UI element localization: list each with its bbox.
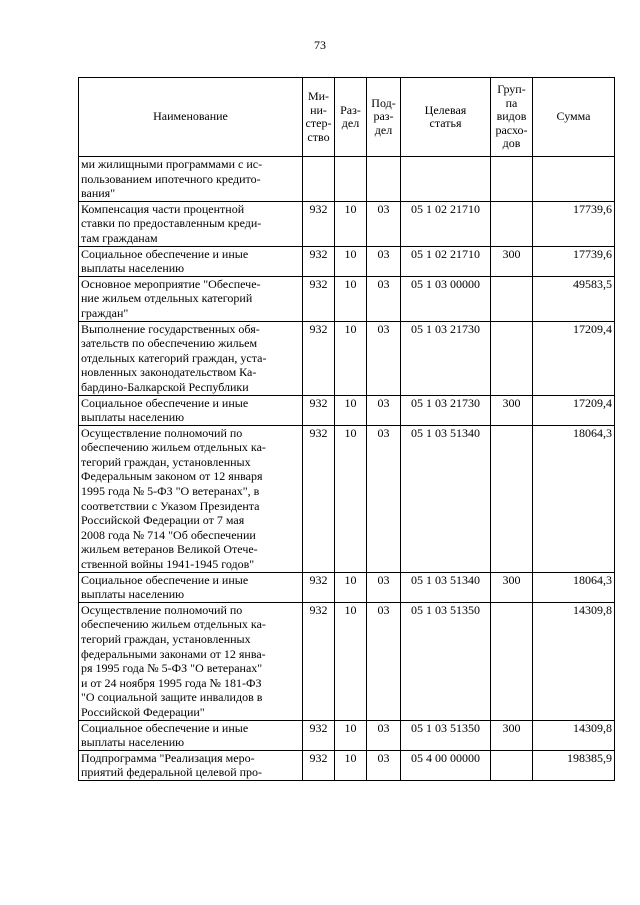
cell-group — [491, 602, 533, 720]
cell-section: 10 — [335, 201, 367, 246]
cell-subsection: 03 — [367, 720, 401, 750]
table-row — [79, 246, 615, 276]
table-row — [79, 602, 615, 720]
cell-subsection — [367, 157, 401, 202]
cell-name: Социальное обеспечение и иные выплаты населению — [79, 572, 303, 602]
cell-name: Компенсация части процентной ставки по предоставленным креди- там гражданам — [79, 201, 303, 246]
cell-group — [491, 321, 533, 395]
table-row — [79, 750, 615, 780]
cell-name: ми жилищными программами с ис- пользованием ипотечного кредито- вания" — [79, 157, 303, 202]
cell-group: 300 — [491, 395, 533, 425]
cell-target: 05 1 03 51340 — [401, 425, 491, 572]
table-row — [79, 321, 615, 395]
cell-name: Социальное обеспечение и иные выплаты населению — [79, 720, 303, 750]
cell-sum: 17739,6 — [533, 201, 615, 246]
cell-sum: 18064,3 — [533, 425, 615, 572]
cell-subsection: 03 — [367, 246, 401, 276]
cell-group — [491, 201, 533, 246]
header-group: Груп- па видов расхо- дов — [491, 78, 533, 157]
cell-group: 300 — [491, 246, 533, 276]
cell-section: 10 — [335, 321, 367, 395]
cell-section: 10 — [335, 720, 367, 750]
table-row — [79, 201, 615, 246]
cell-target: 05 1 03 51340 — [401, 572, 491, 602]
cell-subsection: 03 — [367, 602, 401, 720]
cell-subsection: 03 — [367, 276, 401, 321]
cell-target — [401, 157, 491, 202]
cell-name: Социальное обеспечение и иные выплаты населению — [79, 395, 303, 425]
cell-target: 05 4 00 00000 — [401, 750, 491, 780]
cell-section: 10 — [335, 602, 367, 720]
cell-subsection: 03 — [367, 750, 401, 780]
cell-ministry: 932 — [303, 425, 335, 572]
cell-section: 10 — [335, 750, 367, 780]
cell-target: 05 1 03 21730 — [401, 321, 491, 395]
cell-ministry: 932 — [303, 321, 335, 395]
cell-sum: 14309,8 — [533, 602, 615, 720]
cell-subsection: 03 — [367, 395, 401, 425]
cell-name: Подпрограмма "Реализация меро- приятий федеральной целевой про- — [79, 750, 303, 780]
cell-ministry: 932 — [303, 720, 335, 750]
cell-name: Осуществление полномочий по обеспечению жильем отдельных ка- тегорий граждан, установленных федеральными законами от 12 янва- ря 1995 года № 5-ФЗ "О ветеранах" и от 24 ноября 1995 года № 181-ФЗ "О социальной защите инвалидов в Российской Федерации" — [79, 602, 303, 720]
cell-group — [491, 276, 533, 321]
cell-sum: 198385,9 — [533, 750, 615, 780]
cell-ministry: 932 — [303, 602, 335, 720]
cell-section: 10 — [335, 395, 367, 425]
cell-ministry: 932 — [303, 246, 335, 276]
table-row — [79, 425, 615, 572]
cell-section: 10 — [335, 425, 367, 572]
cell-sum: 18064,3 — [533, 572, 615, 602]
cell-group: 300 — [491, 720, 533, 750]
table-row — [79, 395, 615, 425]
cell-sum: 49583,5 — [533, 276, 615, 321]
cell-target: 05 1 03 21730 — [401, 395, 491, 425]
table-row — [79, 720, 615, 750]
cell-target: 05 1 03 00000 — [401, 276, 491, 321]
header-sum: Сумма — [533, 78, 615, 157]
cell-sum: 14309,8 — [533, 720, 615, 750]
cell-ministry: 932 — [303, 276, 335, 321]
cell-group — [491, 425, 533, 572]
cell-name: Основное мероприятие "Обеспече- ние жильем отдельных категорий граждан" — [79, 276, 303, 321]
table-row — [79, 276, 615, 321]
cell-subsection: 03 — [367, 321, 401, 395]
cell-sum: 17209,4 — [533, 321, 615, 395]
cell-section: 10 — [335, 276, 367, 321]
cell-ministry: 932 — [303, 572, 335, 602]
cell-sum — [533, 157, 615, 202]
header-section: Раз- дел — [335, 78, 367, 157]
cell-name: Выполнение государственных обя- зательств по обеспечению жильем отдельных категорий граждан, уста- новленных законодательством Ка- бардино-Балкарской Республики — [79, 321, 303, 395]
cell-ministry: 932 — [303, 201, 335, 246]
header-subsection: Под- раз- дел — [367, 78, 401, 157]
cell-ministry — [303, 157, 335, 202]
table-header-row — [79, 78, 615, 157]
header-name: Наименование — [79, 78, 303, 157]
cell-section: 10 — [335, 572, 367, 602]
cell-target: 05 1 02 21710 — [401, 246, 491, 276]
cell-name: Социальное обеспечение и иные выплаты населению — [79, 246, 303, 276]
cell-subsection: 03 — [367, 425, 401, 572]
header-ministry: Ми- ни- стер- ство — [303, 78, 335, 157]
cell-ministry: 932 — [303, 750, 335, 780]
cell-target: 05 1 02 21710 — [401, 201, 491, 246]
cell-section: 10 — [335, 246, 367, 276]
cell-subsection: 03 — [367, 201, 401, 246]
cell-sum: 17209,4 — [533, 395, 615, 425]
cell-group: 300 — [491, 572, 533, 602]
cell-subsection: 03 — [367, 572, 401, 602]
cell-group — [491, 750, 533, 780]
table-row — [79, 157, 615, 202]
cell-sum: 17739,6 — [533, 246, 615, 276]
page-number: 73 — [314, 38, 326, 52]
cell-ministry: 932 — [303, 395, 335, 425]
cell-target: 05 1 03 51350 — [401, 602, 491, 720]
cell-section — [335, 157, 367, 202]
cell-group — [491, 157, 533, 202]
table-row — [79, 572, 615, 602]
budget-table — [78, 77, 615, 781]
header-target: Целевая статья — [401, 78, 491, 157]
cell-name: Осуществление полномочий по обеспечению жильем отдельных ка- тегорий граждан, установленных Федеральным законом от 12 января 1995 года № 5-ФЗ "О ветеранах", в соответствии с Указом Президента Российской Федерации от 7 мая 2008 года № 714 "Об обеспечении жильем ветеранов Великой Отече- ственной войны 1941-1945 годов" — [79, 425, 303, 572]
cell-target: 05 1 03 51350 — [401, 720, 491, 750]
